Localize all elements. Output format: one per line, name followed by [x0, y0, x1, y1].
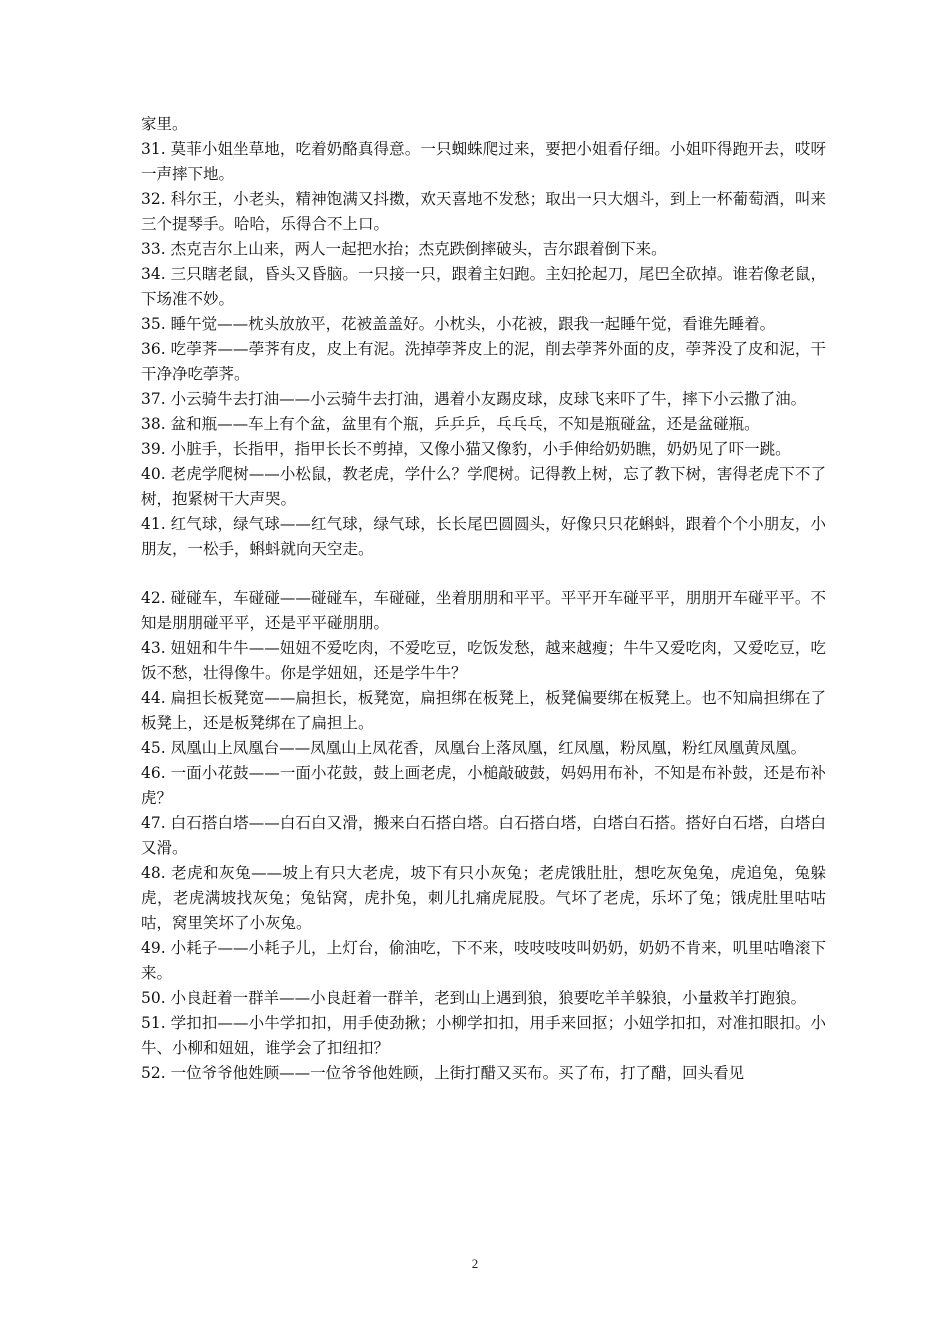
paragraph-continuation: 家里。	[141, 115, 188, 133]
verse-41: 41. 红气球，绿气球——红气球，绿气球，长长尾巴圆圆头，好像只只花蝌蚪，跟着个个小朋友，小朋友，一松手，蝌蚪就向天空走。	[141, 515, 826, 558]
verse-40: 40. 老虎学爬树——小松鼠，教老虎，学什么？学爬树。记得教上树，忘了教下树，害得老虎下不了树，抱紧树干大声哭。	[141, 465, 826, 508]
verse-49: 49. 小耗子——小耗子儿，上灯台，偷油吃，下不来，吱吱吱吱叫奶奶，奶奶不肯来，叽里咕噜滚下来。	[141, 939, 826, 982]
verse-50: 50. 小良赶着一群羊——小良赶着一群羊，老到山上遇到狼，狼要吃羊羊躲狼，小量救羊打跑狼。	[141, 989, 807, 1007]
verse-43: 43. 妞妞和牛牛——妞妞不爱吃肉，不爱吃豆，吃饭发愁，越来越瘦；牛牛又爱吃肉，又爱吃豆，吃饭不愁，壮得像牛。你是学妞妞，还是学牛牛？	[141, 639, 826, 682]
verse-52: 52. 一位爷爷他姓顾——一位爷爷他姓顾，上街打醋又买布。买了布，打了醋，回头看见	[141, 1064, 745, 1082]
verse-35: 35. 睡午觉——枕头放放平，花被盖盖好。小枕头，小花被，跟我一起睡午觉，看谁先睡着。	[141, 315, 776, 333]
verse-48: 48. 老虎和灰兔——坡上有只大老虎，坡下有只小灰兔；老虎饿肚肚，想吃灰兔兔，虎追兔，兔躲虎，老虎满坡找灰兔；兔钻窝，虎扑兔，刺儿扎痛虎屁股。气坏了老虎，乐坏了兔；饿虎肚里咕咕咕，窝里笑坏了小灰兔。	[141, 864, 826, 932]
verse-36: 36. 吃荸荠——荸荠有皮，皮上有泥。洗掉荸荠皮上的泥，削去荸荠外面的皮，荸荠没了皮和泥，干干净净吃荸荠。	[141, 340, 826, 383]
verse-45: 45. 凤凰山上凤凰台——凤凰山上凤花香，凤凰台上落凤凰，红凤凰，粉凤凰，粉红凤凰黄凤凰。	[141, 739, 807, 757]
verse-44: 44. 扁担长板凳宽——扁担长，板凳宽，扁担绑在板凳上，板凳偏要绑在板凳上。也不知扁担绑在了板凳上，还是板凳绑在了扁担上。	[141, 689, 826, 732]
document-body	[141, 112, 826, 1086]
verse-42: 42. 碰碰车，车碰碰——碰碰车，车碰碰，坐着朋朋和平平。平平开车碰平平，朋朋开车碰平平。不知是朋朋碰平平，还是平平碰朋朋。	[141, 589, 826, 632]
verse-37: 37. 小云骑牛去打油——小云骑牛去打油，遇着小友踢皮球，皮球飞来吓了牛，摔下小云撒了油。	[141, 390, 807, 408]
verse-39: 39. 小脏手，长指甲，指甲长长不剪掉，又像小猫又像豹，小手伸给奶奶瞧，奶奶见了吓一跳。	[141, 440, 791, 458]
verse-51: 51. 学扣扣——小牛学扣扣，用手使劲揪；小柳学扣扣，用手来回抠；小妞学扣扣，对准扣眼扣。小牛、小柳和妞妞，谁学会了扣纽扣？	[141, 1014, 826, 1057]
page-number: 2	[471, 1256, 479, 1271]
verse-34: 34. 三只瞎老鼠，昏头又昏脑。一只接一只，跟着主妇跑。主妇抡起刀，尾巴全砍掉。谁若像老鼠，下场准不妙。	[141, 265, 826, 308]
verse-46: 46. 一面小花鼓——一面小花鼓，鼓上画老虎，小槌敲破鼓，妈妈用布补，不知是布补鼓，还是布补虎？	[141, 764, 826, 807]
verse-31: 31. 莫菲小姐坐草地，吃着奶酪真得意。一只蜘蛛爬过来，要把小姐看仔细。小姐吓得跑开去，哎呀一声摔下地。	[141, 140, 826, 183]
verse-38: 38. 盆和瓶——车上有个盆，盆里有个瓶，乒乒乒，乓乓乓，不知是瓶碰盆，还是盆碰瓶。	[141, 415, 760, 433]
blank-line	[141, 562, 826, 586]
verse-32: 32. 科尔王，小老头，精神饱满又抖擞，欢天喜地不发愁；取出一只大烟斗，到上一杯葡萄酒，叫来三个提琴手。哈哈，乐得合不上口。	[141, 190, 826, 233]
verse-47: 47. 白石搭白塔——白石白又滑，搬来白石搭白塔。白石搭白塔，白塔白石搭。搭好白石塔，白塔白又滑。	[141, 814, 826, 857]
verse-33: 33. 杰克吉尔上山来，两人一起把水抬；杰克跌倒摔破头，吉尔跟着倒下来。	[141, 240, 667, 258]
